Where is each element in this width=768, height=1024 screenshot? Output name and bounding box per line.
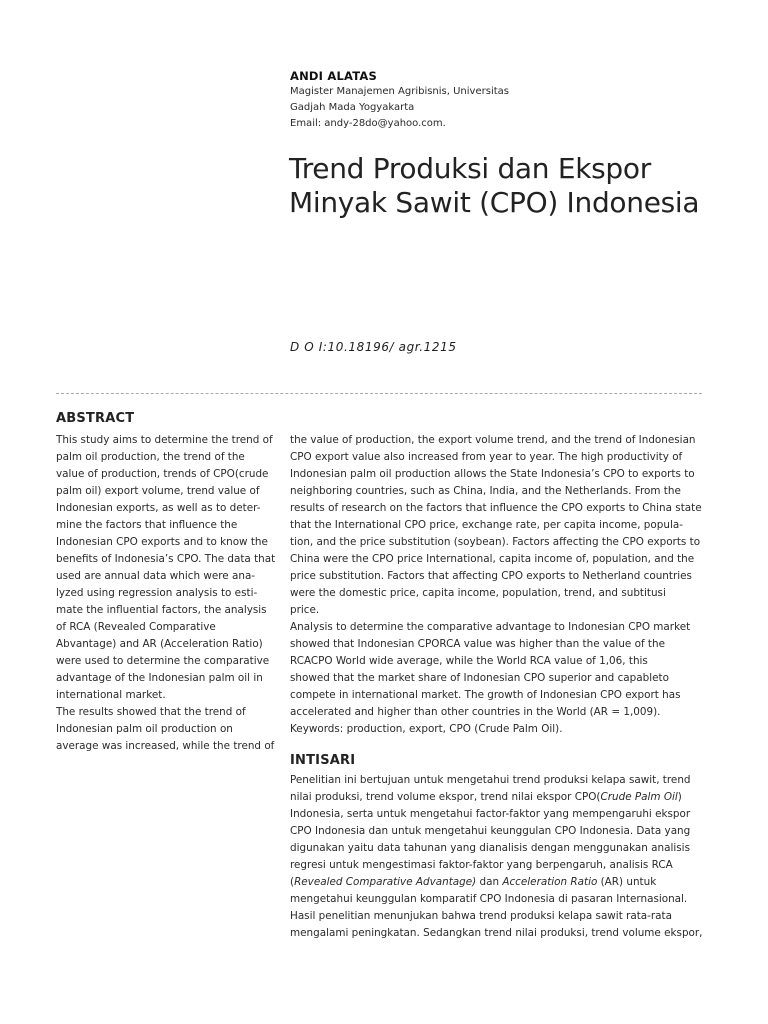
abstract-line: price. xyxy=(290,604,320,616)
abstract-line: China were the CPO price International, capita income of, population, and the xyxy=(290,553,695,565)
abstract-line: palm oil production, the trend of the xyxy=(56,451,245,463)
article-title-line-2: Minyak Sawit (CPO) Indonesia xyxy=(289,186,700,219)
section-divider xyxy=(56,393,702,394)
author-name: ANDI ALATAS xyxy=(290,69,377,83)
author-email: Email: andy-28do@yahoo.com. xyxy=(290,118,446,129)
abstract-line: international market. xyxy=(56,689,166,701)
abstract-line: were used to determine the comparative xyxy=(56,655,270,667)
abstract-line: of RCA (Revealed Comparative xyxy=(56,621,216,633)
intisari-text: ( xyxy=(290,876,295,888)
abstract-line: price substitution. Factors that affecting CPO exports to Netherland countries xyxy=(290,570,692,582)
abstract-line: were the domestic price, capita income, population, trend, and subtitusi xyxy=(290,587,666,599)
intisari-line: regresi untuk mengestimasi faktor-faktor yang berpengaruh, analisis RCA xyxy=(290,859,673,871)
article-title xyxy=(289,152,749,220)
author-affiliation: Magister Manajemen Agribisnis, Universitas xyxy=(290,86,509,97)
abstract-line: that the International CPO price, exchange rate, per capita income, popula- xyxy=(290,519,683,531)
abstract-line: showed that Indonesian CPORCA value was higher than the value of the xyxy=(290,638,665,650)
abstract-line: Analysis to determine the comparative advantage to Indonesian CPO market xyxy=(290,621,691,633)
intisari-line: mengetahui keunggulan komparatif CPO Indonesia di pasaran Internasional. xyxy=(290,893,688,905)
abstract-right-column xyxy=(290,432,706,738)
abstract-line: value of production, trends of CPO(crude xyxy=(56,468,269,480)
intisari-body xyxy=(290,772,708,942)
intisari-italic-term: Crude Palm Oil xyxy=(600,791,678,803)
abstract-line: lyzed using regression analysis to esti- xyxy=(56,587,258,599)
intisari-line xyxy=(290,874,708,891)
abstract-line: tion, and the price substitution (soybean). Factors affecting the CPO exports to xyxy=(290,536,701,548)
abstract-line: The results showed that the trend of xyxy=(56,706,246,718)
abstract-line: compete in international market. The growth of Indonesian CPO export has xyxy=(290,689,681,701)
intisari-text: (AR) untuk xyxy=(597,876,657,888)
intisari-italic-term: Revealed Comparative Advantage) xyxy=(294,876,477,888)
intisari-line xyxy=(290,789,708,806)
abstract-line: average was increased, while the trend of xyxy=(56,740,275,752)
intisari-line: Penelitian ini bertujuan untuk mengetahui trend produksi kelapa sawit, trend xyxy=(290,774,691,786)
abstract-line: RCACPO World wide average, while the World RCA value of 1,06, this xyxy=(290,655,648,667)
intisari-text: dan xyxy=(476,876,503,888)
abstract-left-column xyxy=(56,432,276,755)
abstract-line: Keywords: production, export, CPO (Crude Palm Oil). xyxy=(290,723,563,735)
article-title-line-1: Trend Produksi dan Ekspor xyxy=(289,152,651,185)
abstract-line: the value of production, the export volume trend, and the trend of Indonesian xyxy=(290,434,696,446)
abstract-line: Indonesian CPO exports and to know the xyxy=(56,536,268,548)
abstract-line: accelerated and higher than other countries in the World (AR = 1,009). xyxy=(290,706,661,718)
abstract-line: mate the influential factors, the analysis xyxy=(56,604,267,616)
abstract-line: advantage of the Indonesian palm oil in xyxy=(56,672,263,684)
abstract-line: used are annual data which were ana- xyxy=(56,570,256,582)
abstract-line: Indonesian palm oil production allows the State Indonesia’s CPO to exports to xyxy=(290,468,695,480)
abstract-heading: ABSTRACT xyxy=(56,411,135,426)
intisari-heading: INTISARI xyxy=(290,753,356,768)
abstract-line: Indonesian exports, as well as to deter- xyxy=(56,502,261,514)
abstract-line: results of research on the factors that influence the CPO exports to China state xyxy=(290,502,702,514)
intisari-italic-term: Acceleration Ratio xyxy=(502,876,598,888)
intisari-line: mengalami peningkatan. Sedangkan trend nilai produksi, trend volume ekspor, xyxy=(290,927,703,939)
abstract-line: mine the factors that influence the xyxy=(56,519,238,531)
intisari-text: ) xyxy=(677,791,682,803)
intisari-text: nilai produksi, trend volume ekspor, trend nilai ekspor CPO( xyxy=(290,791,601,803)
author-block xyxy=(290,68,730,132)
abstract-line: This study aims to determine the trend of xyxy=(56,434,273,446)
abstract-line: Indonesian palm oil production on xyxy=(56,723,233,735)
doi: D O I:10.18196/ agr.1215 xyxy=(290,340,457,354)
abstract-line: CPO export value also increased from year to year. The high productivity of xyxy=(290,451,683,463)
abstract-line: Abvantage) and AR (Acceleration Ratio) xyxy=(56,638,263,650)
abstract-line: showed that the market share of Indonesian CPO superior and capableto xyxy=(290,672,669,684)
abstract-line: palm oil) export volume, trend value of xyxy=(56,485,260,497)
intisari-line: Hasil penelitian menunjukan bahwa trend produksi kelapa sawit rata-rata xyxy=(290,910,672,922)
intisari-line: Indonesia, serta untuk mengetahui factor-faktor yang mempengaruhi ekspor xyxy=(290,808,691,820)
intisari-line: CPO Indonesia dan untuk mengetahui keunggulan CPO Indonesia. Data yang xyxy=(290,825,691,837)
abstract-line: benefits of Indonesia’s CPO. The data that xyxy=(56,553,276,565)
abstract-line: neighboring countries, such as China, India, and the Netherlands. From the xyxy=(290,485,681,497)
intisari-line: digunakan yaitu data tahunan yang dianalisis dengan menggunakan analisis xyxy=(290,842,690,854)
author-affiliation-city: Gadjah Mada Yogyakarta xyxy=(290,102,415,113)
